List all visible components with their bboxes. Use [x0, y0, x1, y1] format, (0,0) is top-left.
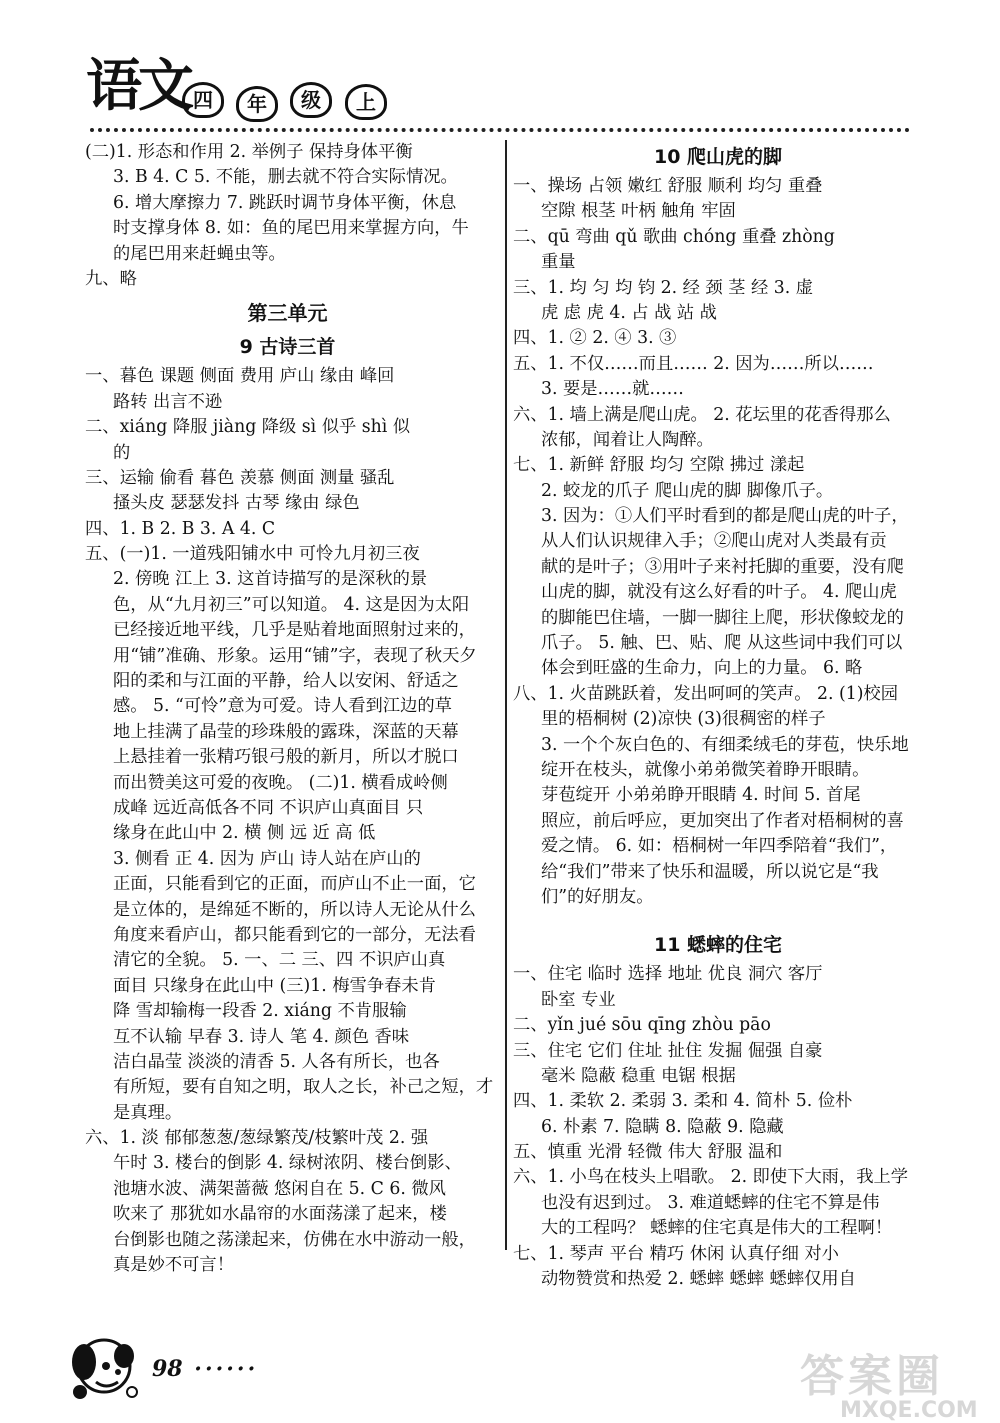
lesson-title: 10 爬山虎的脚: [653, 146, 783, 168]
unit-heading: 第三单元: [247, 301, 328, 326]
page-header: [0, 0, 1000, 140]
answer-line: 的: [113, 442, 131, 463]
answer-line: 吹来了 那犹如水晶帘的水面荡漾了起来，楼: [113, 1204, 447, 1225]
answer-line: 大的工程吗？ 蟋蟀的住宅真是伟大的工程啊！: [541, 1218, 893, 1239]
answer-line: 2. 蛟龙的爪子 爬山虎的脚 脚像爪子。: [541, 480, 834, 501]
answer-line: 的尾巴用来赶蝇虫等。: [113, 243, 286, 264]
answer-line: 四、1. 柔软 2. 柔弱 3. 柔和 4. 简朴 5. 俭朴: [513, 1091, 853, 1112]
answer-line: 的脚能巴住墙，一脚一脚往上爬，形状像蛟龙的: [541, 607, 904, 628]
answer-line: 台倒影也随之荡漾起来，仿佛在水中游动一般，: [113, 1229, 476, 1250]
answer-line: 浓郁，闻着让人陶醉。: [541, 429, 714, 450]
answer-line: 六、1. 小鸟在枝头上唱歌。 2. 即使下大雨，我上学: [513, 1167, 909, 1188]
answer-line: 有所短，要有自知之明，取人之长，补己之短，才: [113, 1077, 494, 1098]
answer-line: (二)1. 形态和作用 2. 举例子 保持身体平衡: [85, 142, 413, 162]
answer-line: 是真理。: [113, 1102, 183, 1123]
answer-line: 感。 5. “可怜”意为可爱。诗人看到江边的草: [113, 696, 452, 717]
answer-line: 四、1. ② 2. ④ 3. ③: [513, 328, 677, 349]
answer-line: 是立体的，是绵延不断的，所以诗人无论从什么: [113, 899, 476, 920]
answer-line: 阳的柔和与江面的平静，给人以安闲、舒适之: [113, 671, 459, 692]
answer-line: 空隙 根茎 叶柄 触角 牢固: [541, 201, 736, 222]
mascot-icon: [60, 1332, 150, 1402]
answer-line: 毫米 隐蔽 稳重 电锯 根据: [541, 1065, 736, 1086]
answer-line: 洁白晶莹 淡淡的清香 5. 人各有所长，也各: [113, 1051, 440, 1072]
answer-line: 虎 虑 虎 4. 占 战 站 战: [541, 302, 717, 323]
answer-line: 五、(一)1. 一道残阳铺水中 可怜九月初三夜: [85, 544, 420, 565]
answer-line: 时支撑身体 8. 如：鱼的尾巴用来掌握方向，牛: [113, 218, 469, 239]
answer-line: 四、1. B 2. B 3. A 4. C: [85, 518, 276, 539]
answer-line: 六、1. 淡 郁郁葱葱/葱绿繁茂/枝繁叶茂 2. 强: [85, 1128, 429, 1149]
answer-line: 给“我们”带来了快乐和温暖，所以说它是“我: [541, 861, 879, 882]
lesson-title: 9 古诗三首: [239, 336, 336, 359]
answer-line: 卧室 专业: [541, 989, 616, 1010]
answer-line: 路转 出言不逊: [113, 391, 223, 412]
answer-line: 从人们认识规律入手；②爬山虎对人类最有贡: [541, 531, 887, 552]
answer-line: 已经接近地平线，几乎是贴着地面照射过来的，: [113, 620, 476, 641]
answer-line: 山虎的脚，就没有这么好看的叶子。 4. 爬山虎: [541, 582, 897, 603]
answer-line: 重量: [541, 252, 576, 273]
grade-char-3: 级: [290, 82, 332, 118]
answer-line: 上悬挂着一张精巧银弓般的新月，所以才脱口: [113, 747, 459, 768]
answer-line: 七、1. 新鲜 舒服 均匀 空隙 拂过 漾起: [513, 455, 805, 476]
answer-line: 午时 3. 楼台的倒影 4. 绿树浓阴、楼台倒影、: [113, 1153, 462, 1174]
answer-line: 3. 一个个灰白色的、有细柔绒毛的芽苞，快乐地: [541, 734, 909, 755]
answer-line: 三、运输 偷看 暮色 羡慕 侧面 测量 骚乱: [85, 467, 395, 488]
answer-line: 一、住宅 临时 选择 地址 优良 洞穴 客厅: [513, 964, 823, 985]
answer-line: 搔头皮 瑟瑟发抖 古琴 缘由 绿色: [113, 493, 360, 514]
answer-line: 七、1. 琴声 平台 精巧 休闲 认真仔细 对小: [513, 1243, 839, 1264]
answer-line: 体会到旺盛的生命力，向上的力量。 6. 略: [541, 658, 863, 679]
answer-line: 地上挂满了晶莹的珍珠般的露珠，深蓝的天幕: [113, 721, 459, 742]
answer-line: 五、慎重 光滑 轻微 伟大 舒服 温和: [513, 1142, 783, 1163]
answer-line: 真是妙不可言！: [113, 1255, 234, 1276]
answer-line: 八、1. 火苗跳跃着，发出呵呵的笑声。 2. (1)校园: [513, 683, 898, 704]
page-number: 98 ······: [152, 1356, 259, 1382]
grade-char-1: 四: [182, 82, 224, 118]
answer-line: 降 雪却输梅一段香 2. xiáng 不肯服输: [113, 1001, 407, 1022]
answer-line: 绽开在枝头，就像小弟弟微笑着睁开眼睛。: [541, 759, 870, 780]
answer-line: 一、操场 占领 嫩红 舒服 顺利 均匀 重叠: [513, 176, 823, 196]
answer-line: 而出赞美这可爱的夜晚。 (二)1. 横看成岭侧: [113, 772, 448, 793]
column-divider: [505, 140, 507, 1250]
spacer: [513, 910, 923, 928]
answer-line: 面目 只缘身在此山中 (三)1. 梅雪争春未肯: [113, 975, 436, 996]
watermark-main: 答案圈: [800, 1351, 944, 1402]
answer-line: 照应，前后呼应，更加突出了作者对梧桐树的喜: [541, 810, 904, 831]
answer-line: 爱之情。 6. 如：梧桐树一年四季陪着“我们”，: [541, 836, 898, 857]
answer-line: 3. 因为：①人们平时看到的都是爬山虎的叶子，: [541, 506, 909, 527]
answer-line: 三、1. 均 匀 均 钧 2. 经 颈 茎 经 3. 虚: [513, 277, 813, 298]
answer-line: 角度来看庐山，都只能看到它的一部分，无法看: [113, 924, 476, 945]
left-column: [85, 140, 494, 1278]
answer-line: 献的是叶子；③用叶子来衬托脚的重要，没有爬: [541, 556, 904, 577]
answer-line: 2. 傍晚 江上 3. 这首诗描写的是深秋的景: [113, 569, 428, 590]
watermark-domain: MXQE.COM: [840, 1398, 978, 1423]
answer-line: 一、暮色 课题 侧面 费用 庐山 缘由 峰回: [85, 366, 395, 387]
right-column: [513, 140, 923, 1292]
grade-char-2: 年: [236, 86, 278, 122]
header-divider: [90, 128, 910, 132]
answer-line: 3. 要是……就……: [541, 379, 684, 400]
answer-line: 五、1. 不仅……而且…… 2. 因为……所以……: [513, 353, 874, 374]
answer-line: 六、1. 墙上满是爬山虎。 2. 花坛里的花香得那么: [513, 404, 891, 425]
answer-line: 用“铺”准确、形象。运用“铺”字，表现了秋天夕: [113, 645, 477, 666]
answer-line: 二、qū 弯曲 qǔ 歌曲 chóng 重叠 zhòng: [513, 226, 835, 247]
answer-line: 里的梧桐树 (2)凉快 (3)很稠密的样子: [541, 709, 826, 730]
answer-line: 清它的全貌。 5. 一、二 三、四 不识庐山真: [113, 950, 446, 971]
answer-line: 三、住宅 它们 住址 扯住 发掘 倔强 自豪: [513, 1040, 823, 1061]
answer-line: 二、yǐn jué sōu qīng zhòu pāo: [513, 1015, 771, 1036]
answer-line: 池塘水波、满架蔷薇 悠闲自在 5. C 6. 微风: [113, 1178, 446, 1199]
page-footer: [60, 1332, 360, 1402]
answer-line: 动物赞赏和热爱 2. 蟋蟀 蟋蟀 蟋蟀仅用自: [541, 1269, 856, 1290]
answer-line: 色，从“九月初三”可以知道。 4. 这是因为太阳: [113, 594, 470, 615]
answer-line: 芽苞绽开 小弟弟睁开眼睛 4. 时间 5. 首尾: [541, 785, 861, 806]
answer-line: 3. B 4. C 5. 不能，删去就不符合实际情况。: [113, 167, 458, 188]
answer-line: 6. 增大摩擦力 7. 跳跃时调节身体平衡，休息: [113, 192, 457, 213]
answer-line: 九、略: [85, 268, 137, 289]
answer-line: 正面，只能看到它的正面，而庐山不止一面，它: [113, 874, 476, 895]
answer-line: 3. 侧看 正 4. 因为 庐山 诗人站在庐山的: [113, 848, 421, 869]
subject-title: 语文: [86, 53, 190, 119]
answer-line: 也没有迟到过。 3. 难道蟋蟀的住宅不算是伟: [541, 1192, 880, 1213]
answer-line: 爪子。 5. 触、巴、贴、爬 从这些词中我们可以: [541, 633, 903, 654]
answer-line: 6. 朴素 7. 隐瞒 8. 隐蔽 9. 隐藏: [541, 1116, 784, 1137]
answer-line: 成峰 远近高低各不同 不识庐山真面目 只: [113, 797, 424, 818]
answer-line: 互不认输 早春 3. 诗人 笔 4. 颜色 香味: [113, 1026, 410, 1047]
watermark: [800, 1340, 978, 1423]
answer-line: 缘身在此山中 2. 横 侧 远 近 高 低: [113, 823, 376, 844]
answer-line: 二、xiáng 降服 jiàng 降级 sì 似乎 shì 似: [85, 417, 411, 438]
answer-line: 们”的好朋友。: [541, 886, 654, 907]
lesson-title: 11 蟋蟀的住宅: [653, 934, 783, 957]
grade-char-4: 上: [345, 84, 387, 120]
